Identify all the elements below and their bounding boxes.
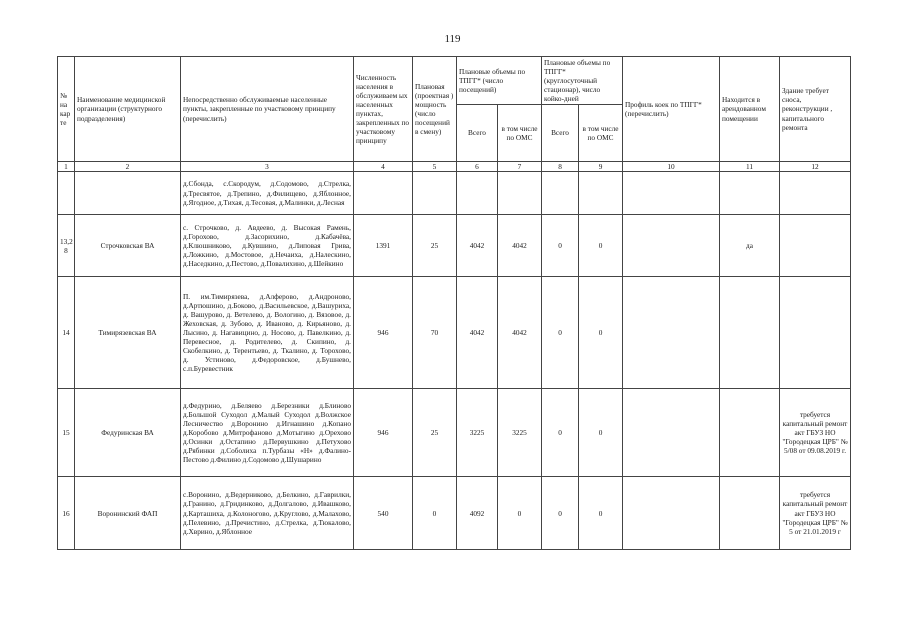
row-repair: требуется капитальный ремонт акт ГБУЗ НО "Городецкая ЦРБ" № 5/08 от 09.08.2019 г. (780, 389, 851, 477)
column-number: 6 (457, 162, 498, 172)
table-row (58, 389, 851, 477)
row-visits-oms: 4042 (498, 277, 542, 389)
column-number: 5 (413, 162, 457, 172)
header-organization: Наименование медицинской организации (структурного подразделения) (75, 57, 181, 162)
row-bed-profile (623, 477, 720, 550)
row-repair (780, 172, 851, 215)
row-rented (720, 389, 780, 477)
row-number: 13,2 8 (58, 215, 75, 277)
row-visits-total: 4042 (457, 277, 498, 389)
header-settlements: Непосредственно обслуживаемые населенные пункты, закрепленные по участковому принципу (перечислить) (181, 57, 354, 162)
row-beds-oms: 0 (579, 215, 623, 277)
header-visits-oms: в том числе по ОМС (498, 105, 542, 162)
row-number (58, 172, 75, 215)
row-population (354, 172, 413, 215)
row-rented (720, 172, 780, 215)
row-beds-total: 0 (542, 277, 579, 389)
header-number: № на кар те (58, 57, 75, 162)
row-visits-oms: 3225 (498, 389, 542, 477)
header-population: Численность населения в обслуживаем ых населенных пунктах, закрепленных по участковому принципу (354, 57, 413, 162)
row-beds-oms: 0 (579, 389, 623, 477)
row-beds-total (542, 172, 579, 215)
row-repair (780, 215, 851, 277)
row-repair: требуется капитальный ремонт акт ГБУЗ НО "Городецкая ЦРБ" № 5 от 21.01.2019 г (780, 477, 851, 550)
row-visits-total: 3225 (457, 389, 498, 477)
row-visits-oms: 0 (498, 477, 542, 550)
row-beds-total: 0 (542, 389, 579, 477)
row-capacity: 25 (413, 215, 457, 277)
header-capacity: Плановая (проектная ) мощность (число посещений в смену) (413, 57, 457, 162)
header-beds-oms: в том числе по ОМС (579, 105, 623, 162)
row-number: 14 (58, 277, 75, 389)
column-number: 7 (498, 162, 542, 172)
header-beds-total: Всего (542, 105, 579, 162)
row-organization: Федуринская ВА (75, 389, 181, 477)
row-bed-profile (623, 389, 720, 477)
row-number: 15 (58, 389, 75, 477)
row-settlements: с. Строчково, д. Авдеево, д. Высокая Рамень, д.Горохово, д.Засорихино, д.Кабачёва, д.Клюшниково, д.Кувшино, д.Липовая Грива, д.Ложкино, д.Мостовое, д.Нечаиха, д.Налескино, д.Наседкино, д.Пестово, д.Повалихино, д.Шейкино (181, 215, 354, 277)
row-rented: да (720, 215, 780, 277)
header-visits-total: Всего (457, 105, 498, 162)
row-bed-profile (623, 215, 720, 277)
row-bed-profile (623, 277, 720, 389)
row-visits-oms (498, 172, 542, 215)
column-number: 8 (542, 162, 579, 172)
table-row (58, 477, 851, 550)
row-settlements: с.Воронино, д.Ведерниково, д.Белкино, д.Гаврилки, д.Гранино, д.Гридинково, д.Долгалово, д.Ивашково, д.Карташиха, д.Колоногово, д.Круглово, д.Малахово, д.Пелевино, д.Пречистино, д.Стрелка, д.Тюкалово, д.Хврино, д.Яблонное (181, 477, 354, 550)
row-beds-total: 0 (542, 477, 579, 550)
row-settlements: д.Федурино, д.Беляево д.Березники д.Блиново д.Большой Суходол д.Малый Суходол д.Волжское Лесничество д.Воронино д.Игнашино д.Копано д.Коробово д.Митрофаново д.Мотыгино д.Орехово д.Осинки д.Остапино д.Первушкино д.Петухово д.Рябинки д.Соболиха п.Турбазы «Н» д.Фалино-Пестово д.Филино д.Содомово д.Шушарино (181, 389, 354, 477)
column-number: 1 (58, 162, 75, 172)
column-number: 12 (780, 162, 851, 172)
column-number: 11 (720, 162, 780, 172)
table-row (58, 172, 851, 215)
row-capacity: 70 (413, 277, 457, 389)
row-organization (75, 172, 181, 215)
row-rented (720, 477, 780, 550)
row-population: 540 (354, 477, 413, 550)
row-beds-oms (579, 172, 623, 215)
row-population: 946 (354, 277, 413, 389)
header-beds-group: Плановые объемы по ТПГГ* (круглосуточный стационар), число койко-дней (542, 57, 623, 105)
column-number: 2 (75, 162, 181, 172)
header-row-1 (58, 57, 851, 105)
row-settlements: д.Сбонда, с.Скородум, д.Содомово, д.Стрелка, д.Тресвятое, д.Трепино, д.Филищево, д.Яблонное, д.Ягодное, д.Тихая, д.Тесовая, д.Малинки, д.Лесная (181, 172, 354, 215)
header-visits-group: Плановые объемы по ТПГГ* (число посещений) (457, 57, 542, 105)
column-number: 4 (354, 162, 413, 172)
hospital-table (57, 56, 851, 550)
header-repair: Здание требует сноса, реконструкции , капитального ремонта (780, 57, 851, 162)
column-number: 10 (623, 162, 720, 172)
row-visits-total: 4042 (457, 215, 498, 277)
row-beds-oms: 0 (579, 477, 623, 550)
table-row (58, 215, 851, 277)
row-rented (720, 277, 780, 389)
row-capacity (413, 172, 457, 215)
row-visits-total (457, 172, 498, 215)
row-visits-oms: 4042 (498, 215, 542, 277)
row-organization: Тимирязевская ВА (75, 277, 181, 389)
row-repair (780, 277, 851, 389)
page-number: 119 (444, 33, 461, 45)
row-organization: Строчковская ВА (75, 215, 181, 277)
column-numbers-row (58, 162, 851, 172)
row-beds-total: 0 (542, 215, 579, 277)
row-settlements: П. им.Тимирязева, д.Алферово, д.Андроново, д.Артюшино, д.Боково, д.Васильевское, д.Вашуриха, д. Вашурово, д. Ветелево, д. Вологино, д. Вязовое, д. Жеховская, д. Зубово, д. Иваново, д. Кирьяново, д. Лысино, д. Нагавицино, д. Носово, д. Павелкино, д. Перевесное, д. Родителево, д. Скипино, д. Скобелкино, д. Терентьево, д. Ткалино, д. Торохово, д. Устиново, д.Федоровское, д.Бушнево, с.п.Буревестник (181, 277, 354, 389)
column-number: 9 (579, 162, 623, 172)
row-number: 16 (58, 477, 75, 550)
row-capacity: 0 (413, 477, 457, 550)
header-rented: Находится в арендованном помещении (720, 57, 780, 162)
row-population: 1391 (354, 215, 413, 277)
column-number: 3 (181, 162, 354, 172)
row-visits-total: 4092 (457, 477, 498, 550)
row-bed-profile (623, 172, 720, 215)
row-capacity: 25 (413, 389, 457, 477)
header-bed-profile: Профиль коек по ТПГГ* (перечислить) (623, 57, 720, 162)
row-beds-oms: 0 (579, 277, 623, 389)
row-population: 946 (354, 389, 413, 477)
table-row (58, 277, 851, 389)
row-organization: Воронинский ФАП (75, 477, 181, 550)
